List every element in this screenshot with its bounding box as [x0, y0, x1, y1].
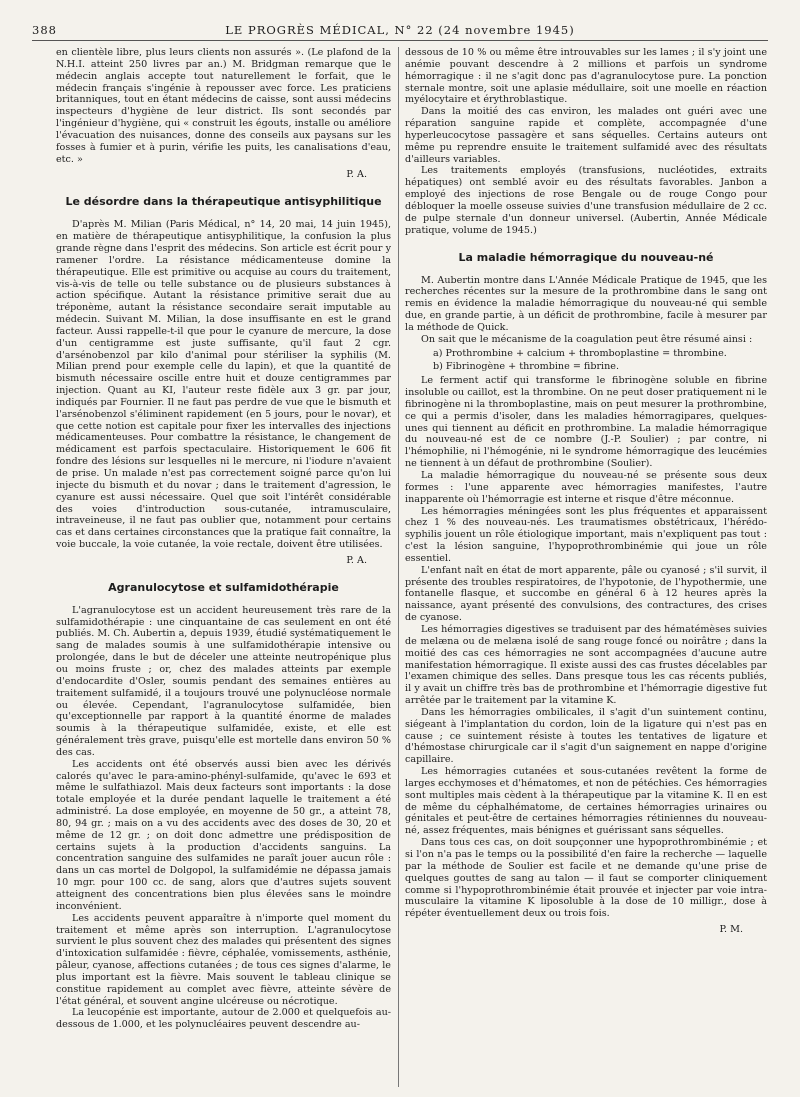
article-paragraph: Les accidents ont été observés aussi bien avec les dérivés calorés qu'avec le para-amino-phényl-sulfamide, qu'avec le 693 et même le sulfathiazol. Mais deux facteurs sont importants : la dose totale employée et la durée pendant laquelle le traitement a été administré. La dose employée, en moyenne de 50 gr., a atteint 78, 80, 94 gr. ; mais on a vu des accidents avec des doses de 30, 20 et même de 12 gr. ; on doit donc admettre une prédisposition de certains sujets à la production d'accidents sanguins. La concentration sanguine des sulfamides ne paraît jouer aucun rôle : dans un cas mortel de Dolgopol, la sulfamidémie ne dépassa jamais 10 mgr. pour 100 cc. de sang, alors que d'autres sujets souvent atteignent des concentrations bien plus élevées sans le moindre inconvénient. [56, 758, 391, 912]
page-number: 388 [32, 23, 57, 37]
article-paragraph: Les hémorragies digestives se traduisent par des hématémèses suivies de melæna ou de melæna isolé de sang rouge foncé ou noirâtre ; dans la moitié des cas ces hémorragies ne sont accompagnées d'aucune autre manifestation hémorragique. Il existe aussi des cas frustes décelables par l'examen chimique des selles. Dans presque tous les cas récents publiés, il y avait un chiffre très bas de prothrombine et l'hémorragie digestive fut arrêtée par le traitement par la vitamine K. [405, 623, 767, 707]
article-paragraph: Dans la moitié des cas environ, les malades ont guéri avec une réparation sanguine rapide et complète, accompagnée d'une hyperleucocytose passagère et sans séquelles. Certains auteurs ont même pu reprendre ensuite le traitement sulfamidé avec des résultats d'ailleurs variables. [405, 106, 767, 165]
article-paragraph: Dans les hémorragies ombilicales, il s'agit d'un suintement continu, siégeant à l'implantation du cordon, loin de la ligature qui n'est pas en cause ; ce suintement résiste à toutes les tentatives de ligature et d'hémostase chirurgicale car il s'agit d'un saignement en nappe d'origine capillaire. [405, 706, 767, 766]
page-header [32, 22, 768, 38]
article-paragraph: Le ferment actif qui transforme le fibrinogène soluble en fibrine insoluble ou caillot, est la thrombine. On ne peut doser pratiquement ni le fibrinogène ni la thromboplastine, mais on peut mesurer la prothrombine, ce qui a permis d'isoler, dans les maladies hémorragipares, quelques-unes qui tiennent au déficit en prothrombine. La maladie hémorragique du nouveau-né est de ce nombre (J.-P. Soulier) ; par contre, ni l'hémophilie, ni l'hémogénie, ni le syndrome hémorragique des leucémies ne tiennent à un défaut de prothrombine (Soulier). [405, 375, 767, 470]
column-divider [398, 47, 399, 1087]
journal-title: LE PROGRÈS MÉDICAL, N° 22 (24 novembre 1945) [225, 23, 575, 37]
article-paragraph: La leucopénie est importante, autour de 2.000 et quelquefois au-dessous de 1.000, et les polynucléaires peuvent descendre au- [56, 1007, 391, 1031]
intro-signature: P. A. [346, 169, 367, 181]
article-paragraph: L'enfant naît en état de mort apparente, pâle ou cyanosé ; s'il survit, il présente des troubles respiratoires, de l'hypotonie, de l'hypothermie, une fontanelle flasque, et succombe en général 6 à 12 heures après la naissance, ayant présenté des convulsions, des contractures, des crises de cyanose. [405, 564, 767, 624]
right-column [405, 47, 767, 1087]
coagulation-formula: a) Prothrombine + calcium + thromboplastine = thrombine. [433, 347, 727, 359]
section-title-maladie-hemorragique: La maladie hémorragique du nouveau-né [458, 250, 714, 264]
article-paragraph: D'après M. Milian (Paris Médical, n° 14, 20 mai, 14 juin 1945), en matière de thérapeutique antisyphilitique, la confusion la plus grande règne dans l'esprit des médecins. Son article est écrit pour y ramener l'ordre. La résistance médicamenteuse domine la thérapeutique. Elle est primitive ou acquise au cours du traitement, vis-à-vis de telle ou telle substance ou de plusieurs substances à action spécifique. Autant la résistance primitive serait due au tréponème, autant la résistance secondaire serait imputable au médecin. Suivant M. Milian, la dose insuffisante en est le grand facteur. Aussi rappelle-t-il que pour le cyanure de mercure, la dose d'un centigramme est juste suffisante, qu'il faut 2 cgr. d'arsénobenzol par kilo d'animal pour stériliser la syphilis (M. Milian prend pour exemple celle du lapin), et que la quantité de bismuth nécessaire oscille entre huit et douze centigrammes par injection. Quant au KI, l'auteur reste fidèle aux 3 gr. par jour, indiqués par Fournier. Il ne faut pas perdre de vue que le bismuth et l'arsénobenzol s'éliminent rapidement (en 5 jours, pour le novar), et que cette notion est capitale pour fixer les intervalles des injections médicamenteuses. Pour combattre la résistance, le changement de médicament est parfois spectaculaire. Historiquement le 606 fit fondre des lésions sur lesquelles ni le mercure, ni l'iodure n'avaient de prise. Un malade n'est pas correctement soigné parce qu'on lui injecte du bismuth et du novar ; dans le traitement d'agression, le cyanure est aussi nécessaire. Quel que soit l'intérêt considérable des voies d'introduction sous-cutanée, intramusculaire, intraveineuse, il ne faut pas oublier que, notamment pour certains cas et dans certaines circonstances que la pratique fait connaître, la voie buccale, la voie cutanée, la voie rectale, doivent être utilisées. [56, 219, 391, 551]
article-paragraph: On sait que le mécanisme de la coagulation peut être résumé ainsi : [421, 333, 753, 345]
section-signature: P. M. [719, 924, 743, 936]
article-paragraph: Les traitements employés (transfusions, nucléotides, extraits hépatiques) ont semblé avoir eu des résultats favorables. Janbon a employé des injections de rose Bengale ou de rouge Congo pour débloquer la moelle osseuse suivies d'une transfusion médullaire de 2 cc. de pulpe sternale d'un donneur universel. (Aubertin, Année Médicale pratique, volume de 1945.) [405, 165, 767, 236]
article-paragraph: Dans tous ces cas, on doit soupçonner une hypoprothrombinémie ; et si l'on n'a pas le temps ou la possibilité d'en faire la recherche — laquelle par la méthode de Soulier est facile et ne demande qu'une prise de quelques gouttes de sang au talon — il faut se comporter cliniquement comme si l'hypoprothrombinémie était prouvée et injecter par voie intra-musculaire la vitamine K liposoluble à la dose de 10 milligr., dose à répéter éventuellement deux ou trois fois. [405, 837, 767, 920]
article-paragraph: Les hémorragies cutanées et sous-cutanées revêtent la forme de larges ecchymoses et d'hématomes, et non de pétéchies. Ces hémorragies sont multiples mais cèdent à la thérapeutique par la vitamine K. Il en est de même du céphalhématome, de certaines hémorragies urinaires ou génitales et peut-être de certaines hémorragies rétiniennes du nouveau-né, assez fréquentes, mais bénignes et guérissant sans séquelles. [405, 766, 767, 837]
section-title-antisyphilitique: Le désordre dans la thérapeutique antisyphilitique [65, 195, 382, 209]
section-signature: P. A. [346, 554, 367, 566]
article-paragraph: L'agranulocytose est un accident heureusement très rare de la sulfamidothérapie : une cinquantaine de cas seulement en ont été publiés. M. Ch. Aubertin a, depuis 1939, étudié systématiquement le sang de malades soumis à une sulfamidothérapie intensive ou prolongée, dans le but de déceler une atteinte neutropénique plus ou moins fruste ; or, chez des malades atteints par exemple d'endocardite d'Osler, soumis pendant des semaines entières au traitement sulfamidé, il a toujours trouvé une polynucléose normale ou élevée. Cependant, l'agranulocytose sulfamidée, bien qu'exceptionnelle par rapport à la quantité énorme de malades soumis à la thérapeutique sulfamidée, existe, et elle est généralement très grave, puisqu'elle est mortelle dans environ 50 % des cas. [56, 604, 391, 758]
coagulation-formula: b) Fibrinogène + thrombine = fibrine. [433, 361, 620, 373]
section-title-agranulocytose: Agranulocytose et sulfamidothérapie [108, 580, 339, 594]
intro-paragraph: en clientèle libre, plus leurs clients non assurés ». (Le plafond de la N.H.I. atteint 250 livres par an.) M. Bridgman remarque que le médecin anglais accepte tout naturellement le forfait, que le médecin français s'ingénie à repousser avec force. Les praticiens britanniques, tout en étant médecins de caisse, sont aussi médecins inspecteurs d'hygiène de leur district. Ils sont secondés par l'ingénieur d'hygiène, qui « construit les égouts, installe ou améliore l'évacuation des nuisances, donne des conseils aux paysans sur les fosses à fumier et à purin, vérifie les puits, les canalisations d'eau, etc. » [56, 47, 391, 165]
article-paragraph: Les accidents peuvent apparaître à n'importe quel moment du traitement et même après son interruption. L'agranulocytose survient le plus souvent chez des malades qui présentent des signes d'intoxication sulfamidée : fièvre, céphalée, vomissements, asthénie, pâleur, cyanose, affections cutanées ; de tous ces signes d'alarme, le plus important est la fièvre. Mais souvent le tableau clinique se constitue rapidement au complet avec fièvre, atteinte sévère de l'état général, et souvent angine ulcéreuse ou nécrotique. [56, 912, 391, 1007]
header-rule [32, 40, 768, 41]
left-column [56, 47, 391, 1087]
continuation-paragraph: dessous de 10 % ou même être introuvables sur les lames ; il s'y joint une anémie pouvant descendre à 2 millions et parfois un syndrome hémorragique : il ne s'agit donc pas d'agranulocytose pure. La ponction sternale montre, soit une aplasie médullaire, soit une moelle en réaction myélocytaire et érythroblastique. [405, 47, 767, 106]
article-paragraph: M. Aubertin montre dans L'Année Médicale Pratique de 1945, que les recherches récentes sur la mesure de la prothrombine dans le sang ont remis en évidence la maladie hémorragique du nouveau-né qui semble due, en grande partie, à un déficit de prothrombine, facile à mesurer par la méthode de Quick. [405, 274, 767, 333]
article-paragraph: La maladie hémorragique du nouveau-né se présente sous deux formes : l'une apparente avec hémorragies manifestes, l'autre inapparente où l'hémorragie est interne et risque d'être méconnue. [405, 470, 767, 505]
article-paragraph: Les hémorragies méningées sont les plus fréquentes et apparaissent chez 1 % des nouveau-nés. Les traumatismes obstétricaux, l'hérédo-syphilis jouent un rôle étiologique important, mais n'expliquent pas tout : c'est la lésion sanguine, l'hypoprothrombinémie qui joue un rôle essentiel. [405, 505, 767, 564]
